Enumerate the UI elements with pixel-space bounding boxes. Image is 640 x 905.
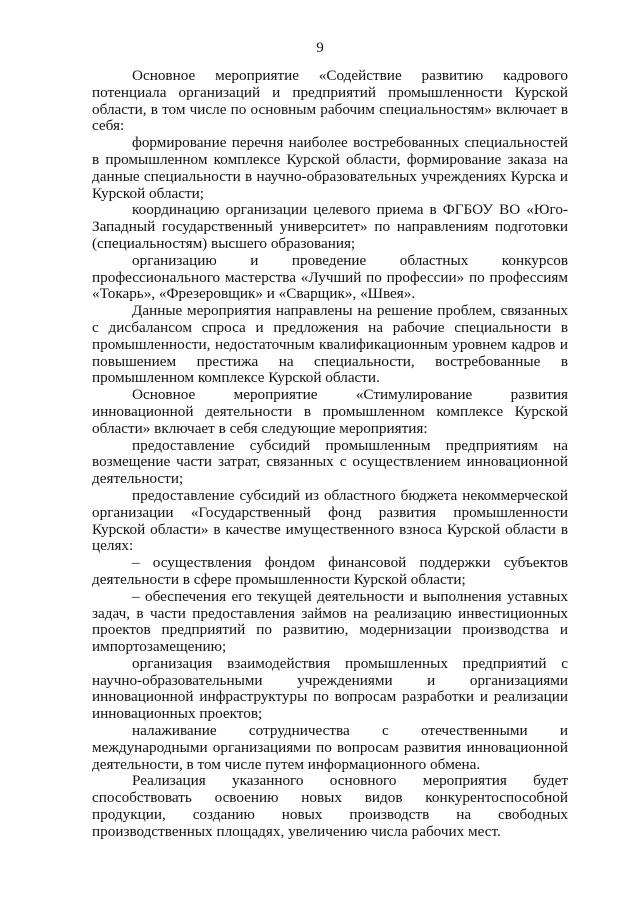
page-number: 9 xyxy=(316,40,324,56)
document-body xyxy=(92,68,568,841)
paragraph-subsidies-fund: предоставление субсидий из областного бюджета некоммерческой организации «Государственный фонд развития промышленности Курской области» в качестве имущественного взноса Курской области в целях: xyxy=(92,486,568,555)
paragraph-measures-purpose: Данные мероприятия направлены на решение проблем, связанных с дисбалансом спроса и предложения на рабочие специальности в промышленности, недостаточным квалификационным уровнем кадров и повышением престижа на специальности, востребованные в промышленном комплексе Курской области. xyxy=(92,302,568,387)
paragraph-interaction: организация взаимодействия промышленных предприятий с научно-образовательными учреждениями и организациями инновационной инфраструктуры по вопросам разработки и реализации инновационных проектов; xyxy=(92,654,568,723)
paragraph-specialties-list: формирование перечня наиболее востребованных специальностей в промышленном комплексе Курской области, формирование заказа на данные специальности в научно-образовательных учреждениях Курска и Курской области; xyxy=(92,134,568,202)
paragraph-fund-support: – осуществления фондом финансовой поддержки субъектов деятельности в сфере промышленности Курской области; xyxy=(92,554,568,588)
paragraph-subsidies-enterprises: предоставление субсидий промышленным предприятиям на возмещение части затрат, связанных с осуществлением инновационной деятельности; xyxy=(92,436,568,488)
paragraph-targeted-admission: координацию организации целевого приема в ФГБОУ ВО «Юго-Западный государственный университет» по направлениям подготовки (специальностям) высшего образования; xyxy=(92,201,568,252)
paragraph-skills-contests: организацию и проведение областных конкурсов профессионального мастерства «Лучший по профессии» по профессиям «Токарь», «Фрезеровщик» и «Сварщик», «Швея». xyxy=(92,251,568,303)
paragraph-implementation-result: Реализация указанного основного мероприятия будет способствовать освоению новых видов конкурентоспособной продукции, созданию новых производств на свободных производственных площадях, увеличению числа рабочих мест. xyxy=(92,772,568,840)
paragraph-innovation-measure: Основное мероприятие «Стимулирование развития инновационной деятельности в промышленном комплексе Курской области» включает в себя следующие мероприятия: xyxy=(92,386,568,437)
paragraph-cooperation: налаживание сотрудничества с отечественными и международными организациями по вопросам развития инновационной деятельности, в том числе путем информационного обмена. xyxy=(92,722,568,773)
paragraph-personnel-measure: Основное мероприятие «Содействие развитию кадрового потенциала организаций и предприятий промышленности Курской области, в том числе по основным рабочим специальностям» включает в себя: xyxy=(92,67,568,135)
paragraph-fund-operations: – обеспечения его текущей деятельности и выполнения уставных задач, в части предоставления займов на реализацию инвестиционных проектов предприятий по развитию, модернизации производства и импортозамещению; xyxy=(92,587,568,656)
